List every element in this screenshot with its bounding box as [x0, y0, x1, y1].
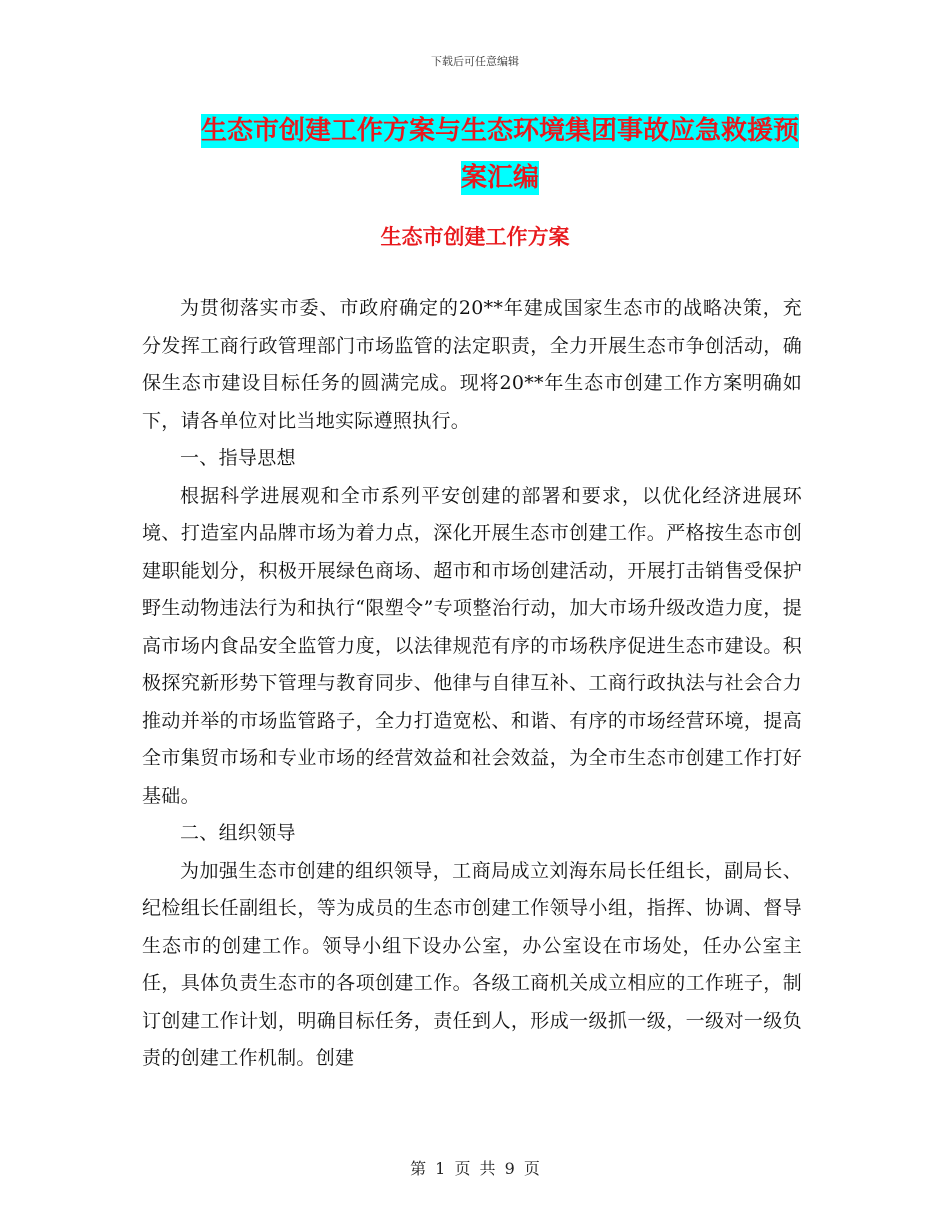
heading-organization: 二、组织领导	[180, 822, 296, 844]
header-note: 下载后可任意编辑	[431, 55, 519, 68]
body-text	[142, 290, 802, 1078]
paragraph-organization: 为加强生态市创建的组织领导，工商局成立刘海东局长任组长，副局长、纪检组长任副组长，等为成员的生态市创建工作领导小组，指挥、协调、督导生态市的创建工作。领导小组下设办公室，办公室设在市场处，任办公室主任，具体负责生态市的各项创建工作。各级工商机关成立相应的工作班子，制订创建工作计划，明确目标任务，责任到人，形成一级抓一级，一级对一级负责的创建工作机制。创建	[142, 859, 802, 1069]
section-title: 生态市创建工作方案	[380, 224, 570, 249]
document-title-text: 生态市创建工作方案与生态环境集团事故应急救援预案汇编	[200, 116, 799, 193]
document-title	[190, 108, 810, 202]
page-number: 第 1 页 共 9 页	[410, 1159, 540, 1178]
heading-guiding-ideology: 一、指导思想	[180, 447, 296, 469]
paragraph-guiding-ideology: 根据科学进展观和全市系列平安创建的部署和要求，以优化经济进展环境、打造室内品牌市场为着力点，深化开展生态市创建工作。严格按生态市创建职能划分，积极开展绿色商场、超市和市场创建活动，开展打击销售受保护野生动物违法行为和执行“限塑令”专项整治行动，加大市场升级改造力度，提高市场内食品安全监管力度，以法律规范有序的市场秩序促进生态市建设。积极探究新形势下管理与教育同步、他律与自律互补、工商行政执法与社会合力推动并举的市场监管路子，全力打造宽松、和谐、有序的市场经营环境，提高全市集贸市场和专业市场的经营效益和社会效益，为全市生态市创建工作打好基础。	[142, 484, 802, 807]
paragraph-intro: 为贯彻落实市委、市政府确定的20**年建成国家生态市的战略决策，充分发挥工商行政管理部门市场监管的法定职责，全力开展生态市争创活动，确保生态市建设目标任务的圆满完成。现将20**年生态市创建工作方案明确如下，请各单位对比当地实际遵照执行。	[142, 297, 802, 432]
